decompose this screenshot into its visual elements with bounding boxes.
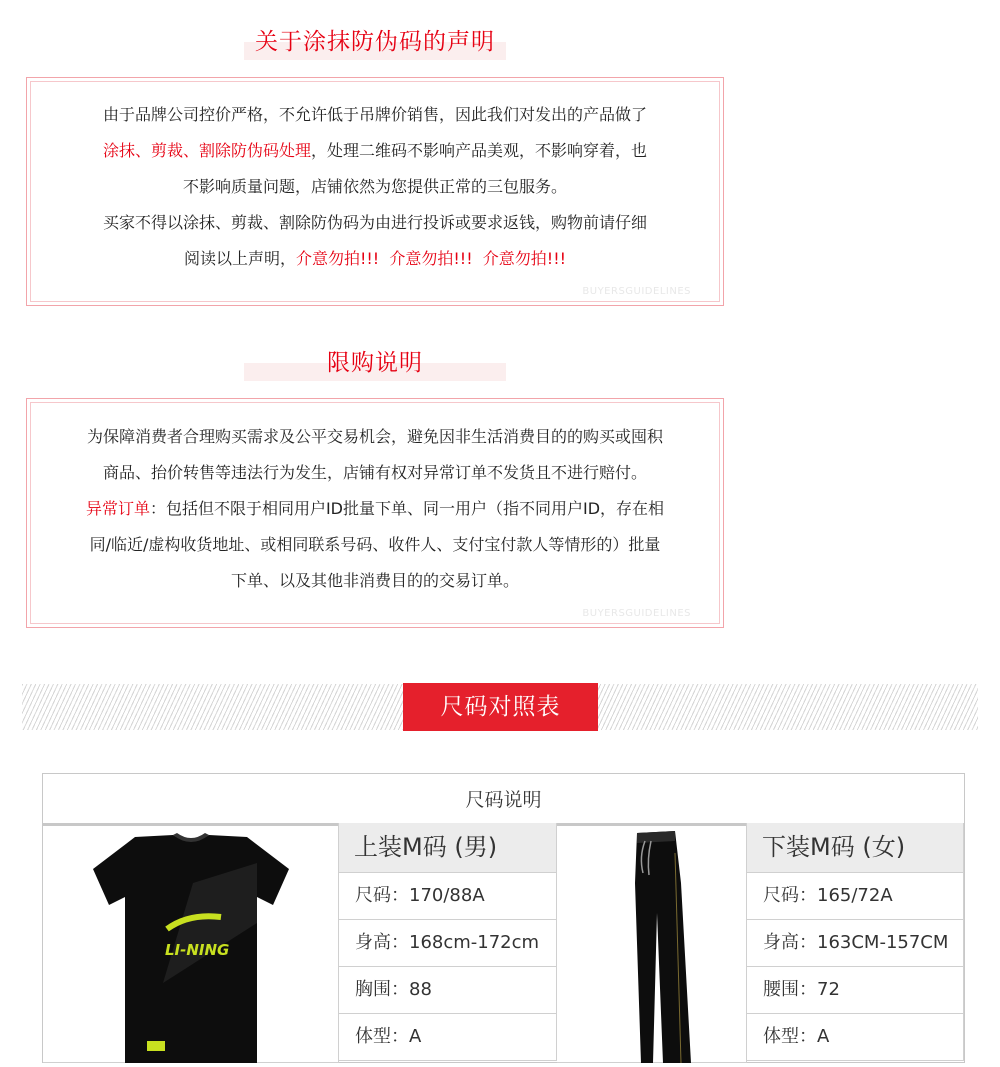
notice-line: 由于品牌公司控价严格，不允许低于吊牌价销售，因此我们对发出的产品做了 xyxy=(102,105,647,124)
table-caption: 尺码说明 xyxy=(43,774,964,826)
tshirt-logo-text: LI-NING xyxy=(165,941,230,959)
top-size-header: 上装M码 (男) xyxy=(339,823,557,873)
size-table xyxy=(42,773,965,1063)
top-chest-row: 胸围：88 xyxy=(339,967,557,1014)
bottom-size-row: 尺码：165/72A xyxy=(747,873,964,920)
bottom-waist-row: 腰围：72 xyxy=(747,967,964,1014)
notice-highlight: 异常订单 xyxy=(85,499,150,518)
top-height-row: 身高：168cm-172cm xyxy=(339,920,557,967)
notice-highlight: 涂抹、剪裁、割除防伪码处理 xyxy=(102,141,311,160)
tshirt-image-cell xyxy=(43,823,339,1063)
notice-line: 下单、以及其他非消费目的的交易订单。 xyxy=(230,571,519,590)
anti-counterfeit-notice xyxy=(26,77,724,306)
notice-line: 商品、抬价转售等违法行为发生，店铺有权对异常订单不发货且不进行赔付。 xyxy=(102,463,647,482)
notice-highlight: 介意勿拍!!! 介意勿拍!!! 介意勿拍!!! xyxy=(295,249,567,268)
notice-body xyxy=(53,419,697,599)
watermark: BUYERSGUIDELINES xyxy=(582,286,691,297)
pants-image-cell xyxy=(557,823,747,1063)
notice-line: 为保障消费者合理购买需求及公平交易机会，避免因非生活消费目的的购买或囤积 xyxy=(86,427,663,446)
watermark: BUYERSGUIDELINES xyxy=(582,608,691,619)
notice-body xyxy=(53,97,697,277)
bottom-height-row: 身高：163CM-157CM xyxy=(747,920,964,967)
tshirt-image xyxy=(43,823,339,1063)
notice-line: 不影响质量问题，店铺依然为您提供正常的三包服务。 xyxy=(182,177,567,196)
notice-line: 买家不得以涂抹、剪裁、割除防伪码为由进行投诉或要求返钱，购物前请仔细 xyxy=(102,213,647,232)
notice-line: 涂抹、剪裁、割除防伪码处理，处理二维码不影响产品美观，不影响穿着，也 xyxy=(102,141,648,160)
notice-line: 同/临近/虚构收货地址、或相同联系号码、收件人、支付宝付款人等情形的）批量 xyxy=(89,535,661,554)
top-size-row: 尺码：170/88A xyxy=(339,873,557,920)
size-chart-banner: 尺码对照表 xyxy=(403,683,598,731)
notice-line: 阅读以上声明，介意勿拍!!! 介意勿拍!!! 介意勿拍!!! xyxy=(183,249,567,268)
bottom-body-type-row: 体型：A xyxy=(747,1014,964,1061)
pants-image xyxy=(557,823,747,1063)
top-body-type-row: 体型：A xyxy=(339,1014,557,1061)
bottom-size-header: 下装M码 (女) xyxy=(747,823,964,873)
notice-line: 异常订单：包括但不限于相同用户ID批量下单、同一用户（指不同用户ID，存在相 xyxy=(85,499,665,518)
anti-counterfeit-title: 关于涂抹防伪码的声明 xyxy=(244,23,506,56)
purchase-limit-title: 限购说明 xyxy=(244,344,506,377)
purchase-limit-notice xyxy=(26,398,724,628)
